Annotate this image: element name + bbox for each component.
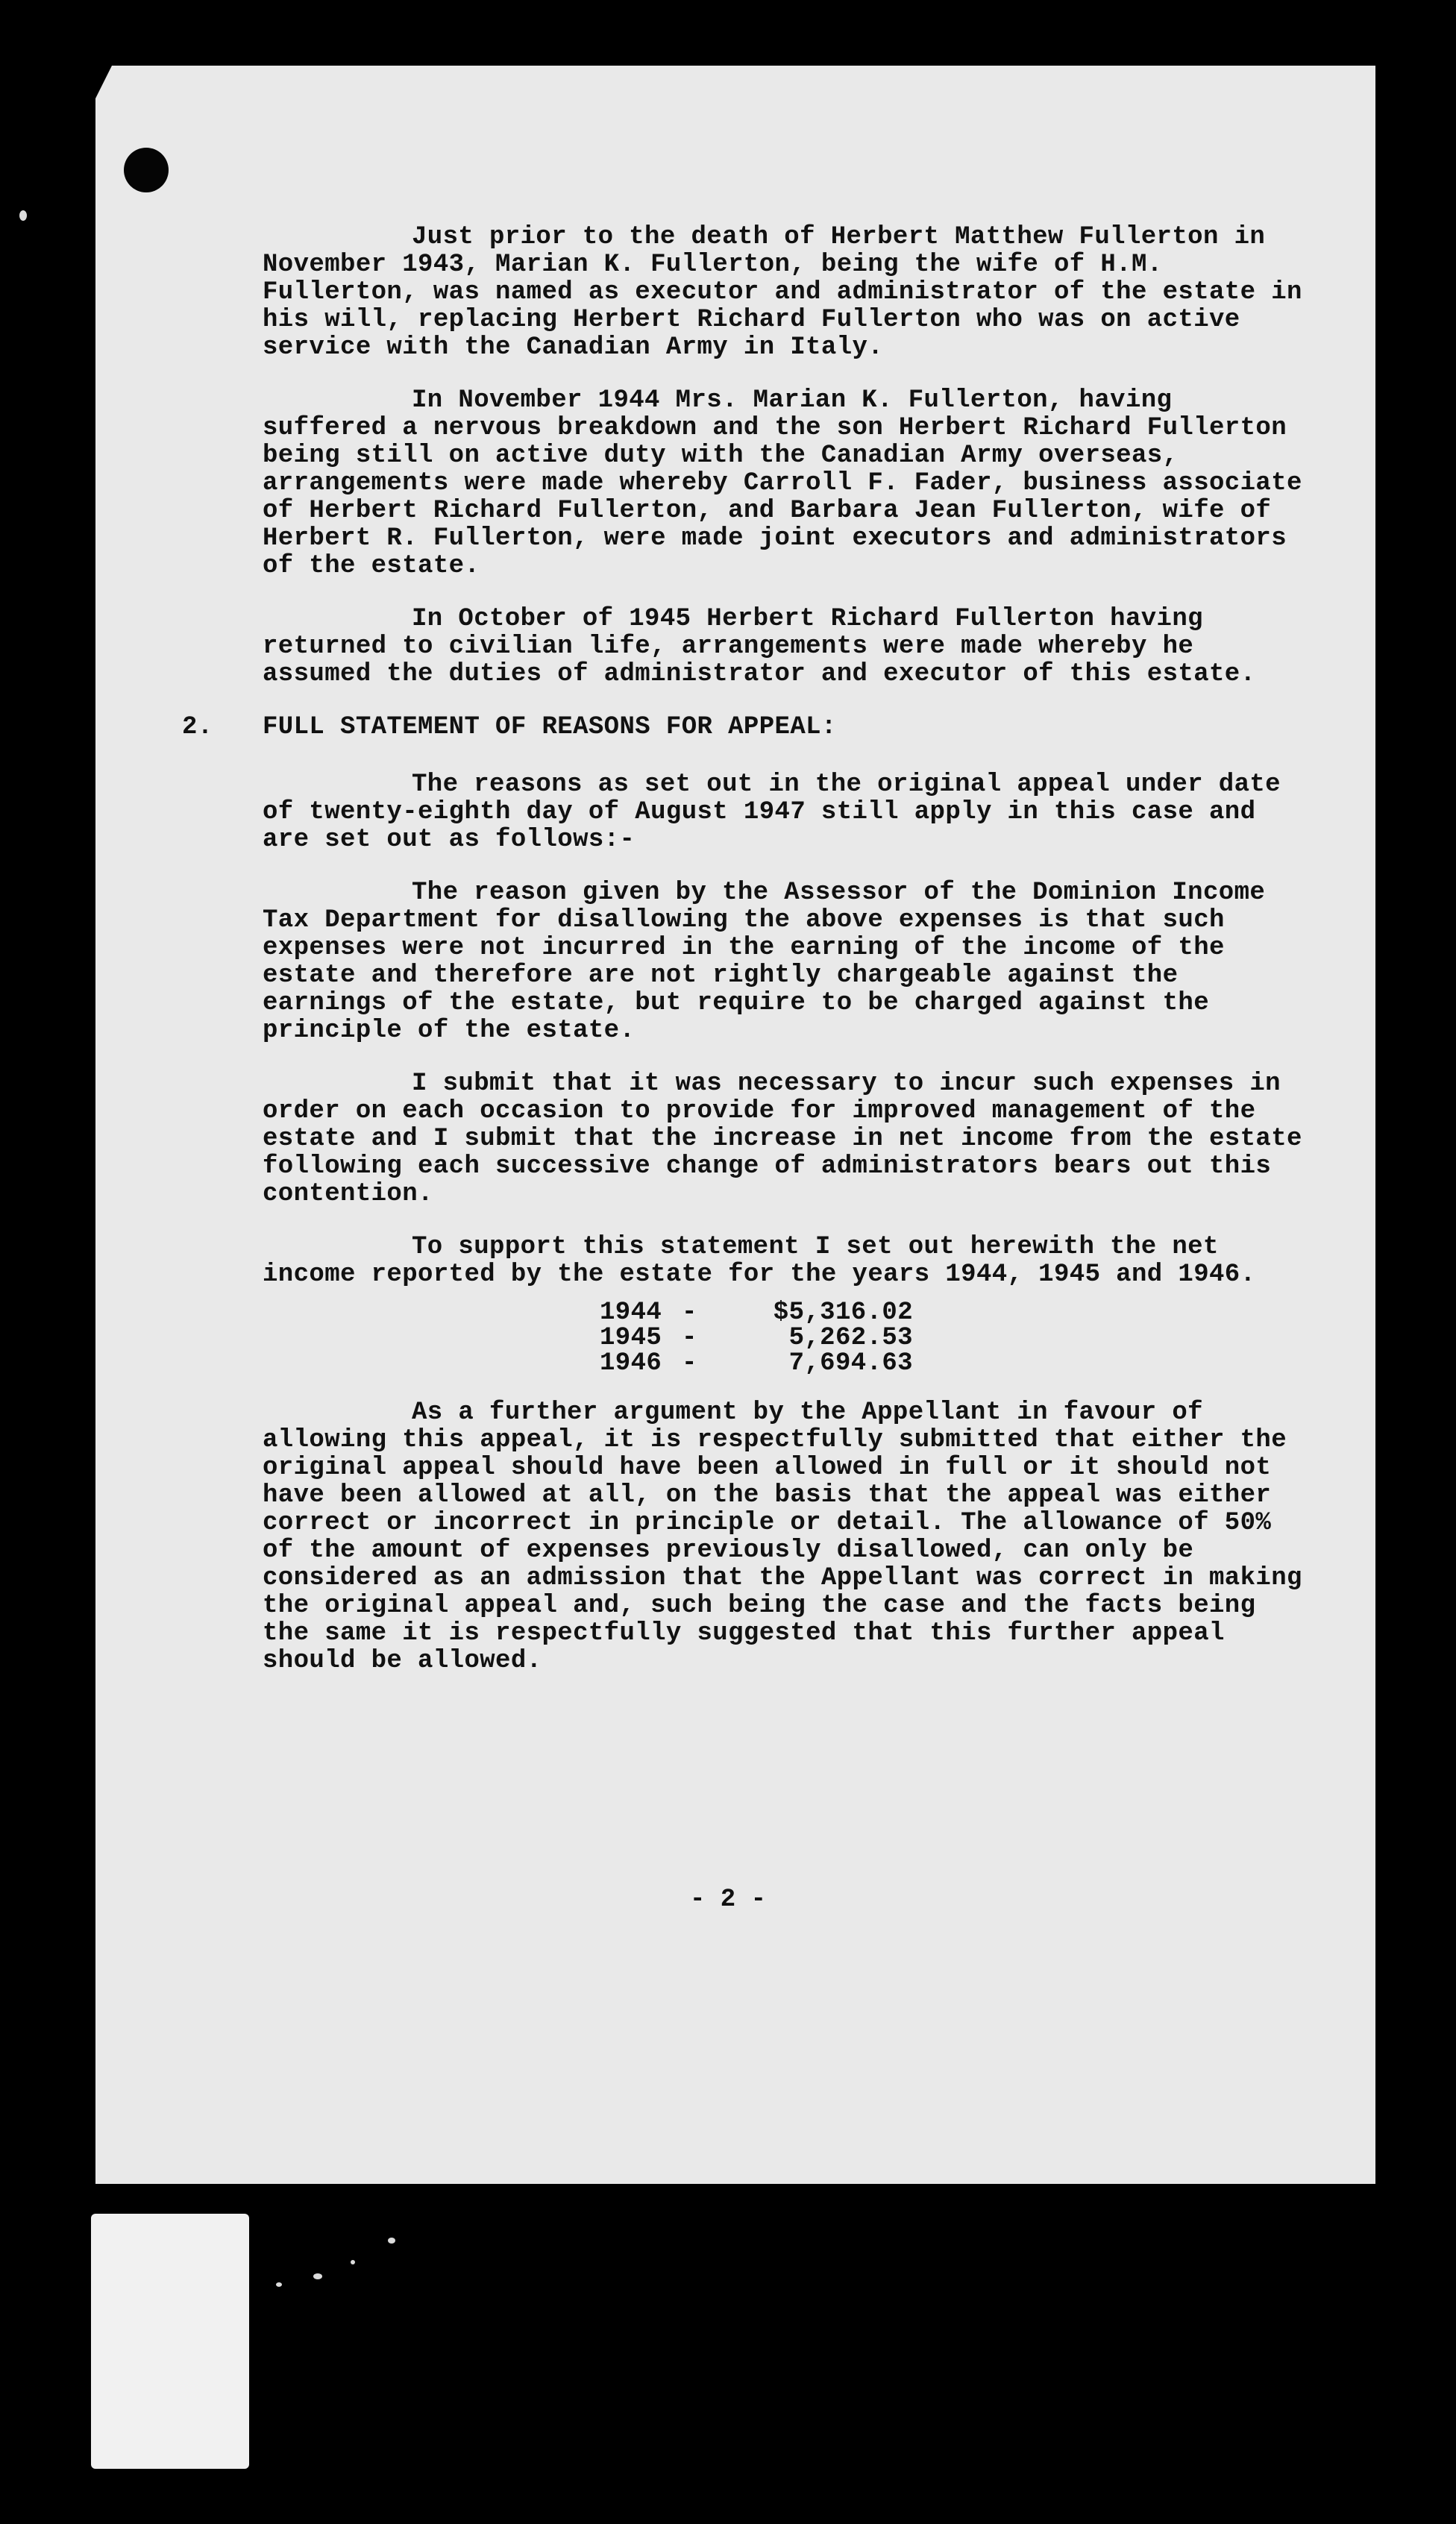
paragraph: I submit that it was necessary to incur such expenses in order on each occasion to provide for improved management of the estate and I submit that the increase in net income from the estate following each successive change of administrators bears out this contention. — [263, 1070, 1302, 1208]
scan-speck — [351, 2260, 355, 2264]
scan-speck — [276, 2282, 282, 2287]
income-dash: - — [682, 1349, 697, 1378]
income-table — [600, 1299, 1307, 1378]
paragraph: In October of 1945 Herbert Richard Fullerton having returned to civilian life, arrangements were made whereby he assumed the duties of administrator and executor of this estate. — [263, 605, 1256, 688]
document-body — [182, 223, 1307, 1701]
index-card — [91, 2214, 249, 2469]
section-number: 2. — [182, 713, 213, 741]
scan-speck — [19, 210, 27, 221]
income-dash: - — [682, 1324, 697, 1352]
paragraph: The reasons as set out in the original appeal under date of twenty-eighth day of August 1947 still apply in this case and are set out as follows:- — [263, 770, 1281, 854]
income-year: 1944 — [600, 1299, 662, 1327]
income-row — [600, 1349, 1307, 1378]
paragraph: As a further argument by the Appellant in favour of allowing this appeal, it is respectfully submitted that either the original appeal should have been allowed in full or it should not have been allowed at all, on the basis that the appeal was either correct or incorrect in principle or detail. The allowance of 50% of the amount of expenses previously disallowed, can only be considered as an admission that the Appellant was correct in making the original appeal and, such being the case and the facts being the same it is respectfully suggested that this further appeal should be allowed. — [263, 1398, 1302, 1675]
punch-hole — [124, 148, 169, 192]
income-year: 1945 — [600, 1324, 662, 1352]
income-dash: - — [682, 1299, 697, 1327]
scan-speck — [313, 2273, 322, 2279]
income-amount: 7,694.63 — [788, 1349, 913, 1378]
paragraph: In November 1944 Mrs. Marian K. Fullerton, having suffered a nervous breakdown and the son Herbert Richard Fullerton being still on active duty with the Canadian Army overseas, arrangements were made whereby Carroll F. Fader, business associate of Herbert Richard Fullerton, and Barbara Jean Fullerton, wife of Herbert R. Fullerton, were made joint executors and administrators of the estate. — [263, 386, 1302, 580]
income-amount: 5,262.53 — [788, 1324, 913, 1352]
paragraph: The reason given by the Assessor of the Dominion Income Tax Department for disallowing the above expenses is that such expenses were not incurred in the earning of the income of the estate and therefore are not rightly chargeable against the earnings of the estate, but require to be charged against the principle of the estate. — [263, 879, 1266, 1045]
scan-speck — [388, 2238, 395, 2244]
section-heading: FULL STATEMENT OF REASONS FOR APPEAL: — [263, 713, 837, 741]
section-heading-row — [182, 713, 1307, 741]
income-year: 1946 — [600, 1349, 662, 1378]
income-row — [600, 1299, 1307, 1325]
income-row — [600, 1325, 1307, 1350]
income-amount: $5,316.02 — [773, 1299, 913, 1327]
page-number: - 2 - — [689, 1886, 767, 1914]
paragraph: To support this statement I set out herewith the net income reported by the estate for the years 1944, 1945 and 1946. — [263, 1233, 1256, 1289]
paragraph: Just prior to the death of Herbert Matthew Fullerton in November 1943, Marian K. Fullerton, being the wife of H.M. Fullerton, was named as executor and administrator of the estate in his will, replacing Herbert Richard Fullerton who was on active service with the Canadian Army in Italy. — [263, 223, 1302, 362]
